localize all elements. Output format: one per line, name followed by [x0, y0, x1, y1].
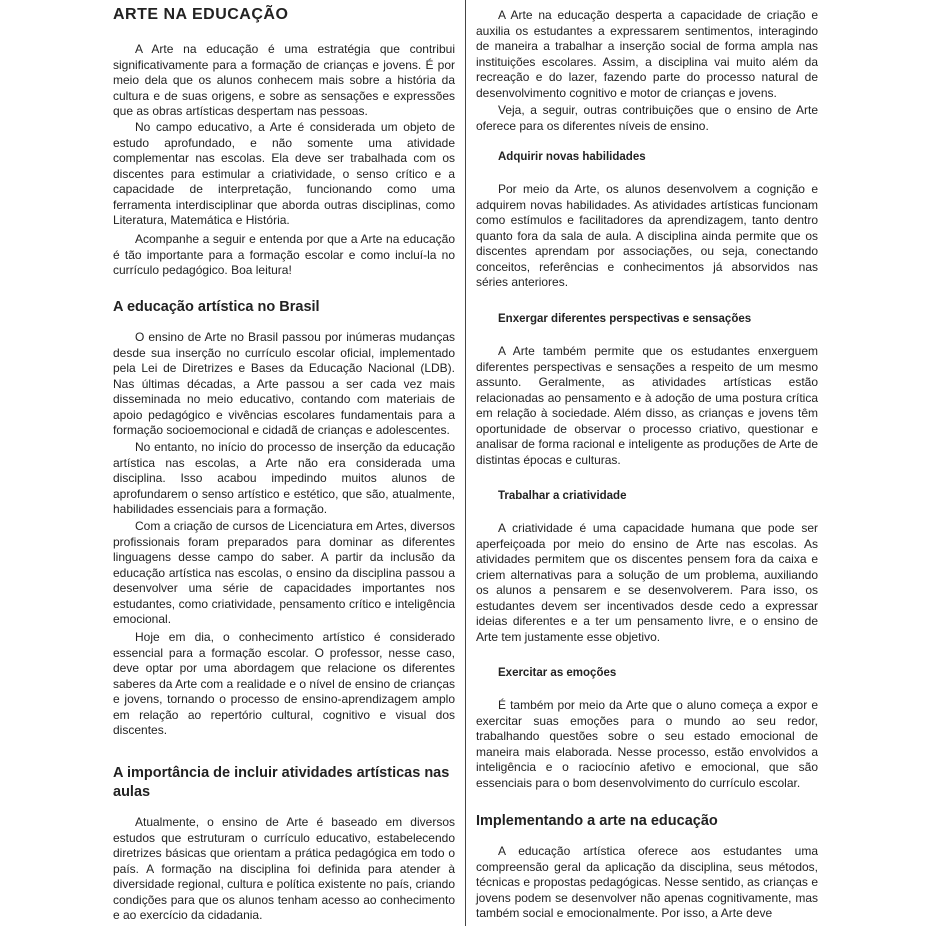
section-heading-importancia: A importância de incluir atividades artísticas nas aulas — [113, 765, 450, 800]
section-heading-implementando: Implementando a arte na educação — [476, 813, 718, 829]
subheading-habilidades: Adquirir novas habilidades — [498, 151, 646, 163]
perspectivas-paragraph: A Arte também permite que os estudantes enxerguem diferentes perspectivas e sensações a respeito de um mesmo assunto. Geralmente, as atividades artísticas estão relacionadas ao pensamento e à adoção de uma postura crítica em relação à sociedade. Além disso, as crianças e jovens têm oportunidade de observar o processo criativo, questionar e analisar de forma racional e inteligente as produções de Arte de distintas épocas e culturas. — [476, 344, 818, 467]
intro-paragraph-3: Acompanhe a seguir e entenda por que a Arte na educação é tão importante para a formação escolar e como incluí-la no currículo pedagógico. Boa leitura! — [113, 232, 455, 277]
brasil-paragraph-2: No entanto, no início do processo de inserção da educação artística nas escolas, a Arte não era considerada uma disciplina. Isso acabou impedindo muitos alunos de aprofundarem o senso artístico e estético, que são, atualmente, habilidades essenciais para a formação. — [113, 440, 455, 516]
section-heading-brasil: A educação artística no Brasil — [113, 299, 320, 315]
left-column — [113, 0, 455, 926]
emocoes-paragraph: É também por meio da Arte que o aluno começa a expor e exercitar suas emoções para o mundo ao seu redor, trabalhando questões sobre o seu estado emocional de maneira mais elaborada. Nesse processo, estão envolvidos a inteligência e o raciocínio afetivo e emocional, que são essenciais para o bom desenvolvimento do currículo escolar. — [476, 698, 818, 790]
brasil-paragraph-3: Com a criação de cursos de Licenciatura em Artes, diversos profissionais foram preparados para dominar as diferentes linguagens desse campo do saber. A partir da inclusão da educação artística nas escolas, o ensino da disciplina passou a desenvolver uma série de capacidades importantes nos estudantes, como criatividade, pensamento crítico e inteligência emocional. — [113, 519, 455, 626]
page-title: ARTE NA EDUCAÇÃO — [113, 6, 289, 23]
right-intro-paragraph-1: A Arte na educação desperta a capacidade de criação e auxilia os estudantes a expressarem sentimentos, interagindo de maneira a trabalhar a inserção social de forma ampla nas instituições escolares. Assim, a disciplina vai muito além da recreação e do lazer, fazendo parte do processo natural de desenvolvimento cognitivo e motor de crianças e jovens. — [476, 8, 818, 100]
criatividade-paragraph: A criatividade é uma capacidade humana que pode ser aperfeiçoada por meio do ensino de Arte nas escolas. As atividades permitem que os discentes pensem fora da caixa e criem alternativas para a solução de um problema, auxiliando os alunos a pensarem e se desenvolverem. Para isso, os estudantes devem ser incentivados desde cedo a expressar ideias diferentes e a ter um pensamento livre, e o ensino de Arte tem justamente esse objetivo. — [476, 521, 818, 644]
habilidades-paragraph: Por meio da Arte, os alunos desenvolvem a cognição e adquirem novas habilidades. As atividades artísticas funcionam como estímulos e facilitadores da aprendizagem, tanto dentro quanto fora da sala de aula. A disciplina ainda permite que os discentes aprendam por associações, ou seja, conectando conceitos, referências e conhecimentos já absorvidos nas séries anteriores. — [476, 182, 818, 289]
subheading-emocoes: Exercitar as emoções — [498, 667, 617, 679]
intro-paragraph-2: No campo educativo, a Arte é considerada um objeto de estudo aprofundado, e não somente uma atividade complementar nas escolas. Ela deve ser trabalhada com os discentes para estimular a criatividade, o senso crítico e a capacidade de interpretação, funcionando como uma ferramenta interdisciplinar que aborda outras disciplinas, como Literatura, Matemática e História. — [113, 120, 455, 227]
subheading-criatividade: Trabalhar a criatividade — [498, 490, 627, 502]
brasil-paragraph-1: O ensino de Arte no Brasil passou por inúmeras mudanças desde sua inserção no currículo escolar oficial, implementado pela Lei de Diretrizes e Bases da Educação Nacional (LDB). Nas últimas décadas, a Arte passou a ser cada vez mais disseminada no meio educativo, contando com materiais de apoio pedagógico e vivências escolares fundamentais para a formação socioemocional e cidadã de crianças e adolescentes. — [113, 330, 455, 437]
intro-paragraph-1: A Arte na educação é uma estratégia que contribui significativamente para a formação de crianças e jovens. É por meio dela que os alunos conhecem mais sobre a história da cultura e de suas origens, e sobre as sensações e expressões que as obras artísticas despertam nas pessoas. — [113, 42, 455, 118]
subheading-perspectivas: Enxergar diferentes perspectivas e sensações — [498, 313, 752, 325]
right-intro-paragraph-2: Veja, a seguir, outras contribuições que o ensino de Arte oferece para os diferentes níveis de ensino. — [476, 103, 818, 133]
column-divider — [465, 0, 466, 926]
importancia-paragraph-1: Atualmente, o ensino de Arte é baseado em diversos estudos que estruturam o currículo educativo, estabelecendo diretrizes básicas que orientam a prática pedagógica em todo o país. A formação na disciplina foi definida para atender à diversidade regional, cultura e política existente no país, criando condições para que os alunos tenham acesso ao conhecimento e ao exercício da cidadania. — [113, 815, 455, 922]
implementando-paragraph: A educação artística oferece aos estudantes uma compreensão geral da aplicação da disciplina, seus métodos, técnicas e propostas pedagógicas. Nesse sentido, as crianças e jovens podem se desenvolver não apenas cognitivamente, mas também social e emocionalmente. Por isso, a Arte deve — [476, 844, 818, 920]
brasil-paragraph-4: Hoje em dia, o conhecimento artístico é considerado essencial para a formação escolar. O professor, nesse caso, deve optar por uma abordagem que relacione os diferentes saberes da Arte com a realidade e o nível de ensino de crianças e jovens, tornando o processo de ensino-aprendizagem amplo em relação ao repertório cultural, cognitivo e visual dos discentes. — [113, 630, 455, 737]
right-column — [476, 0, 818, 926]
